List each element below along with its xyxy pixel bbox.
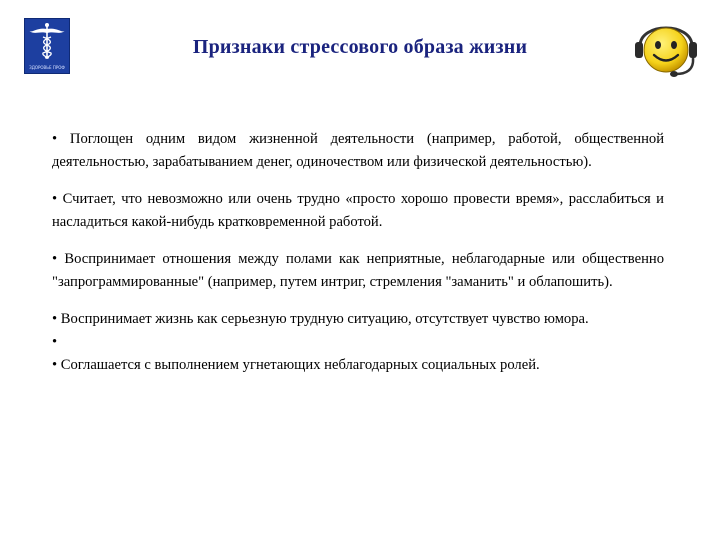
list-item: • (52, 334, 58, 350)
smiley-headset-icon (628, 12, 704, 84)
list-item: • Считает, что невозможно или очень трудно «просто хорошо провести время», расслабиться и насладиться какой-нибудь кратковременной работой. (52, 191, 664, 230)
list-item: • Соглашается с выполнением угнетающих неблагодарных социальных ролей. (52, 357, 540, 373)
list-item: • Воспринимает отношения между полами как неприятные, неблагодарные или общественно "запрограммированные" (например, путем интриг, стремления "заманить" и облапошить). (52, 251, 664, 290)
list-item: • Поглощен одним видом жизненной деятельности (например, работой, общественной деятельностью, зарабатыванием денег, одиночеством или физической деятельностью). (52, 131, 664, 170)
logo-caption: ЗДОРОВЬЕ ПРОФ (29, 65, 65, 70)
list-item: • Воспринимает жизнь как серьезную трудную ситуацию, отсутствует чувство юмора. (52, 311, 589, 327)
page-title: Признаки стрессового образа жизни (192, 36, 528, 58)
bullet-list (52, 128, 664, 377)
